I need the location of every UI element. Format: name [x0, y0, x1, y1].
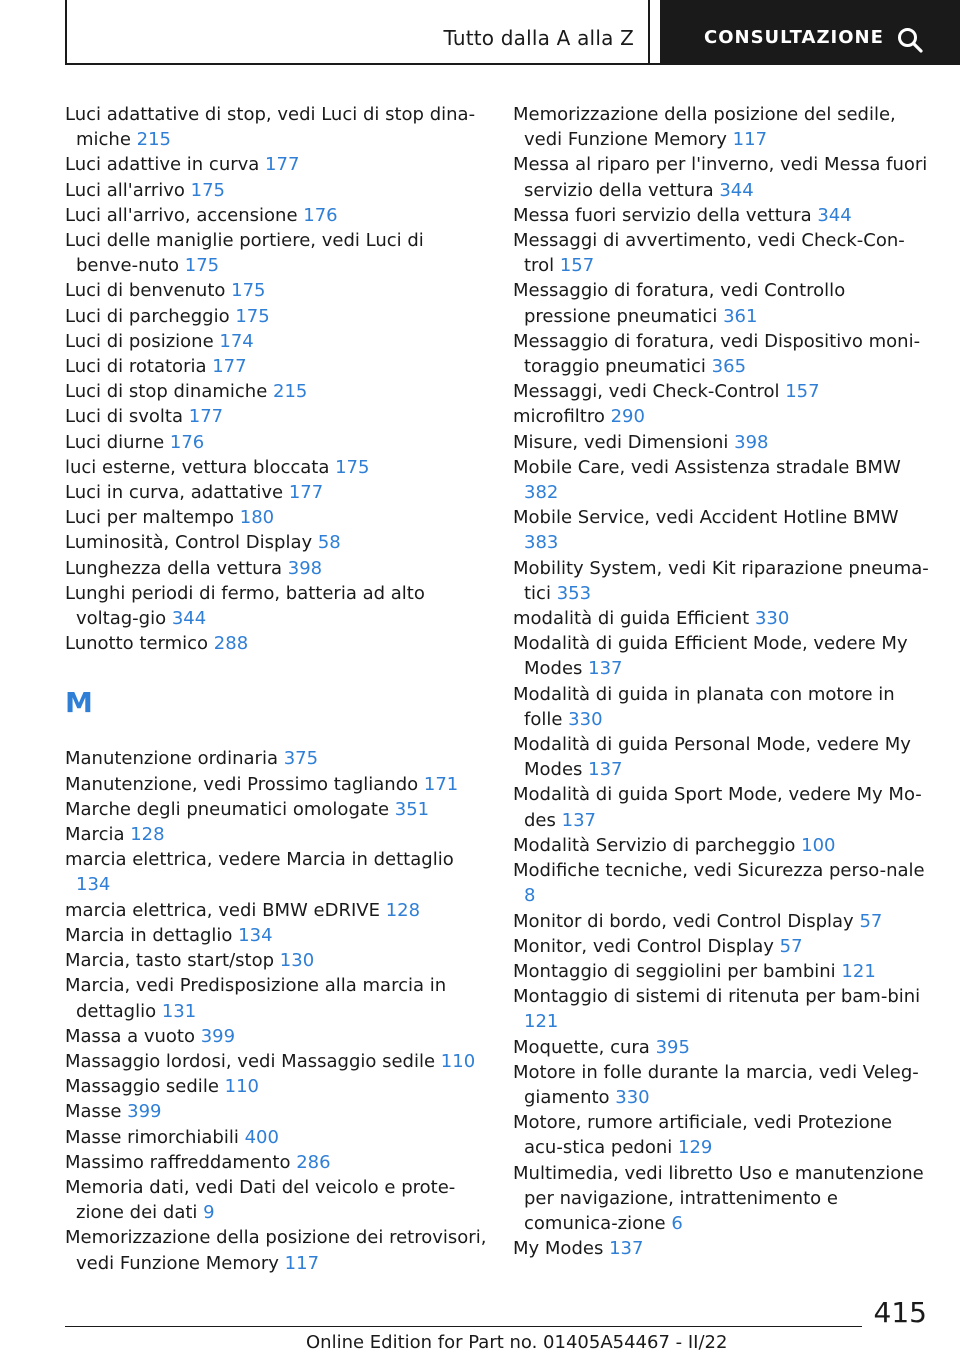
index-entry-text: My Modes: [513, 1238, 604, 1260]
index-entry: [513, 329, 933, 379]
index-entry: [65, 505, 490, 530]
index-entry: [65, 631, 490, 656]
index-page-link[interactable]: 175: [235, 305, 270, 327]
index-entry-text: Messaggi, vedi Check-Control: [513, 381, 780, 403]
index-page-link[interactable]: 175: [335, 456, 370, 478]
index-page-link[interactable]: 177: [288, 482, 324, 504]
index-entry: [65, 354, 490, 379]
index-page-link[interactable]: 375: [283, 748, 319, 770]
index-entry-text: Motore, rumore artificiale, vedi Protezione acu-stica pedoni: [513, 1112, 893, 1159]
index-entry-text: Modalità di guida Sport Mode, vedere My Mo-des: [513, 784, 922, 831]
index-list-m-continued: [513, 102, 933, 1261]
index-entry-text: Massaggio sedile: [65, 1076, 219, 1098]
index-entry: [513, 379, 933, 404]
index-entry-text: Luci diurne: [65, 431, 165, 453]
index-entry: [513, 404, 933, 429]
index-entry-text: Luci all'arrivo, accensione: [65, 204, 298, 226]
index-entry: [513, 228, 933, 278]
header-chapter-tab[interactable]: [660, 0, 960, 64]
index-entry-text: Luci di svolta: [65, 406, 184, 428]
index-entry-text: Messaggio di foratura, vedi Controllo pressione pneumatici: [513, 280, 846, 327]
index-entry-text: Marcia, vedi Predisposizione alla marcia in dettaglio: [65, 975, 447, 1022]
index-entry: [65, 581, 490, 631]
index-entry: [513, 278, 933, 328]
index-entry: [65, 278, 490, 303]
index-page-link[interactable]: 137: [588, 759, 623, 781]
index-page-link[interactable]: 398: [734, 431, 769, 453]
index-page-link[interactable]: 8: [524, 885, 536, 907]
index-entry-text: marcia elettrica, vedere Marcia in dettaglio: [65, 849, 454, 871]
index-page-link[interactable]: 399: [127, 1101, 162, 1123]
index-page-link[interactable]: 177: [188, 406, 224, 428]
index-page-link[interactable]: 330: [754, 608, 790, 630]
index-entry: [65, 430, 490, 455]
edition-note: Online Edition for Part no. 01405A54467 - II/22: [306, 1332, 728, 1353]
index-entry-text: Massimo raffreddamento: [65, 1151, 291, 1173]
index-entry: [65, 772, 490, 797]
index-entry-text: Massaggio lordosi, vedi Massaggio sedile: [65, 1050, 436, 1072]
index-page-link[interactable]: 286: [296, 1151, 331, 1173]
index-entry: [65, 973, 490, 1023]
index-entry-text: Luminosità, Control Display: [65, 532, 313, 554]
index-entry-text: luci esterne, vettura bloccata: [65, 456, 330, 478]
index-list-l: [65, 102, 490, 656]
index-entry: [65, 1150, 490, 1175]
index-entry-text: Messa al riparo per l'inverno, vedi Messa fuori servizio della vettura: [513, 154, 928, 201]
index-entry-text: microfiltro: [513, 406, 605, 428]
index-page-link[interactable]: 134: [76, 874, 111, 896]
index-entry: [513, 682, 933, 732]
index-entry: [513, 1161, 933, 1237]
header-section-tab: [65, 0, 650, 64]
index-entry: [513, 858, 933, 908]
index-page-link[interactable]: 180: [239, 507, 275, 529]
index-page-link[interactable]: 58: [317, 532, 341, 554]
index-entry: [65, 556, 490, 581]
index-entry: [65, 304, 490, 329]
index-entry: [65, 822, 490, 847]
index-page-link[interactable]: 121: [524, 1011, 559, 1033]
index-page-link[interactable]: 176: [303, 204, 338, 226]
index-entry: [65, 530, 490, 555]
index-entry-text: Masse: [65, 1101, 122, 1123]
index-entry: [65, 102, 490, 152]
index-page-link[interactable]: 344: [817, 204, 852, 226]
index-entry-text: Lunghi periodi di fermo, batteria ad alto voltag-gio: [65, 582, 425, 630]
index-entry: [513, 1236, 933, 1261]
index-page-link[interactable]: 110: [224, 1076, 259, 1098]
index-page-link[interactable]: 330: [568, 708, 603, 730]
index-entry-text: Manutenzione ordinaria: [65, 748, 278, 770]
index-entry-text: Montaggio di sistemi di ritenuta per bam-bini: [513, 986, 921, 1008]
index-page-link[interactable]: 131: [161, 1000, 197, 1022]
index-entry-text: Modalità Servizio di parcheggio: [513, 834, 796, 856]
index-entry-text: Multimedia, vedi libretto Uso e manutenzione per navigazione, intrattenimento e comunica-zione: [513, 1162, 924, 1234]
index-page-link[interactable]: 57: [779, 935, 803, 957]
index-list-m: [65, 746, 490, 1275]
chapter-label: CONSULTAZIONE: [704, 27, 884, 48]
index-page-link[interactable]: 121: [841, 960, 876, 982]
index-entry: [513, 909, 933, 934]
index-entry: [65, 379, 490, 404]
index-entry-text: Luci di stop dinamiche: [65, 381, 268, 403]
index-page-link[interactable]: 157: [559, 255, 595, 277]
index-page-link[interactable]: 128: [385, 899, 421, 921]
index-page-link[interactable]: 9: [203, 1202, 215, 1224]
index-page-link[interactable]: 177: [265, 154, 300, 176]
index-entry-text: Moquette, cura: [513, 1036, 650, 1058]
index-page-link[interactable]: 134: [238, 924, 273, 946]
index-entry: [65, 948, 490, 973]
index-entry-text: Luci delle maniglie portiere, vedi Luci di benve-nuto: [65, 230, 424, 277]
index-entry: [513, 959, 933, 984]
index-entry-text: Marcia in dettaglio: [65, 924, 233, 946]
index-entry: [65, 404, 490, 429]
section-label: Tutto dalla A alla Z: [443, 26, 634, 50]
index-entry: [513, 631, 933, 681]
index-entry: [513, 732, 933, 782]
index-entry-text: Luci di parcheggio: [65, 305, 230, 327]
index-page-link[interactable]: 129: [678, 1137, 713, 1159]
index-entry: [513, 102, 933, 152]
index-entry: [513, 556, 933, 606]
index-page-link[interactable]: 175: [184, 255, 220, 277]
index-entry: [65, 1175, 490, 1225]
index-entry-text: marcia elettrica, vedi BMW eDRIVE: [65, 899, 380, 921]
index-page-link[interactable]: 117: [732, 129, 768, 151]
index-entry: [65, 923, 490, 948]
index-entry-text: Marcia: [65, 824, 125, 846]
index-entry: [65, 480, 490, 505]
index-entry: [513, 934, 933, 959]
index-entry-text: Messa fuori servizio della vettura: [513, 204, 812, 226]
index-entry-text: Modalità di guida in planata con motore in folle: [513, 683, 895, 730]
index-entry: [513, 782, 933, 832]
index-page-link[interactable]: 365: [711, 356, 747, 378]
index-page-link[interactable]: 174: [219, 330, 254, 352]
index-entry: [65, 152, 490, 177]
index-entry-text: Masse rimorchiabili: [65, 1126, 239, 1148]
index-page-link[interactable]: 383: [524, 532, 559, 554]
index-entry-text: Modifiche tecniche, vedi Sicurezza perso-nale: [513, 860, 925, 882]
index-entry-text: Mobile Care, vedi Assistenza stradale BMW: [513, 456, 901, 478]
index-entry: [513, 1060, 933, 1110]
index-entry-text: Luci adattive in curva: [65, 154, 260, 176]
index-entry: [513, 606, 933, 631]
index-entry: [513, 984, 933, 1034]
index-page-link[interactable]: 382: [524, 482, 559, 504]
index-entry-text: Luci all'arrivo: [65, 179, 185, 201]
index-entry: [513, 833, 933, 858]
index-page-link[interactable]: 395: [655, 1036, 690, 1058]
page-number: 415: [873, 1296, 927, 1329]
index-entry: [65, 455, 490, 480]
index-page-link[interactable]: 215: [136, 129, 172, 151]
search-icon[interactable]: [896, 26, 924, 54]
index-page-link[interactable]: 6: [671, 1212, 683, 1234]
index-page-link[interactable]: 344: [171, 608, 207, 630]
footer-rule: [65, 1326, 862, 1327]
index-entry: [65, 178, 490, 203]
index-entry-text: Marcia, tasto start/stop: [65, 950, 275, 972]
index-page-link[interactable]: 57: [859, 910, 883, 932]
index-entry-text: Lunghezza della vettura: [65, 557, 283, 579]
index-entry-text: Montaggio di seggiolini per bambini: [513, 960, 836, 982]
index-entry: [65, 746, 490, 771]
index-entry-text: Memorizzazione della posizione del sedile, vedi Funzione Memory: [513, 104, 896, 151]
index-page-link[interactable]: 361: [723, 305, 758, 327]
index-page-link[interactable]: 400: [244, 1126, 279, 1148]
index-page-link[interactable]: 175: [231, 280, 266, 302]
index-page-link[interactable]: 157: [785, 381, 820, 403]
index-page-link[interactable]: 175: [190, 179, 225, 201]
index-page-link[interactable]: 330: [615, 1086, 650, 1108]
index-page-link[interactable]: 128: [130, 824, 165, 846]
header-rule: [65, 63, 960, 65]
index-entry-text: Messaggio di foratura, vedi Dispositivo moni-toraggio pneumatici: [513, 330, 921, 378]
index-entry: [513, 430, 933, 455]
index-entry-text: modalità di guida Efficient: [513, 608, 750, 630]
index-entry-text: Memorizzazione della posizione dei retrovisori, vedi Funzione Memory: [65, 1227, 487, 1274]
index-page-link[interactable]: 344: [719, 179, 754, 201]
index-entry-text: Massa a vuoto: [65, 1025, 195, 1047]
index-entry: [65, 203, 490, 228]
index-page-link[interactable]: 288: [213, 633, 249, 655]
index-entry-text: Messaggi di avvertimento, vedi Check-Con-trol: [513, 230, 905, 277]
index-column-right: [513, 102, 933, 1261]
index-entry-text: Modalità di guida Efficient Mode, vedere My Modes: [513, 633, 908, 680]
index-page-link[interactable]: 130: [279, 950, 315, 972]
index-page-link[interactable]: 117: [284, 1252, 320, 1274]
index-page-link[interactable]: 398: [287, 557, 323, 579]
index-entry-text: Luci per maltempo: [65, 507, 235, 529]
index-page-link[interactable]: 110: [440, 1050, 476, 1072]
index-entry-text: Mobile Service, vedi Accident Hotline BMW: [513, 507, 899, 529]
index-entry-text: Marche degli pneumatici omologate: [65, 798, 390, 820]
index-entry: [65, 1225, 490, 1275]
index-entry-text: Motore in folle durante la marcia, vedi Veleg-giamento: [513, 1061, 919, 1108]
index-entry: [65, 1099, 490, 1124]
index-page-link[interactable]: 215: [273, 381, 308, 403]
index-column-left: [65, 102, 490, 1276]
index-page-link[interactable]: 290: [610, 406, 645, 428]
index-page-link[interactable]: 353: [556, 582, 592, 604]
index-entry-text: Luci in curva, adattative: [65, 482, 284, 504]
index-entry-text: Luci di benvenuto: [65, 280, 226, 302]
index-entry-text: Misure, vedi Dimensioni: [513, 431, 729, 453]
index-entry-text: Monitor di bordo, vedi Control Display: [513, 910, 854, 932]
index-entry: [65, 1125, 490, 1150]
index-entry: [513, 1110, 933, 1160]
index-page-link[interactable]: 137: [609, 1238, 644, 1260]
index-entry-text: Modalità di guida Personal Mode, vedere My Modes: [513, 734, 911, 781]
index-entry: [65, 1074, 490, 1099]
index-entry: [65, 847, 490, 897]
index-entry: [65, 1024, 490, 1049]
index-entry: [513, 152, 933, 202]
section-letter-m: M: [65, 686, 93, 720]
index-entry-text: Manutenzione, vedi Prossimo tagliando: [65, 773, 419, 795]
index-page-link[interactable]: 100: [801, 834, 836, 856]
index-page-link[interactable]: 171: [423, 773, 459, 795]
index-entry-text: Mobility System, vedi Kit riparazione pneuma-tici: [513, 557, 929, 604]
index-entry: [65, 329, 490, 354]
index-entry-text: Luci di posizione: [65, 330, 214, 352]
index-entry: [513, 203, 933, 228]
index-entry-text: Lunotto termico: [65, 633, 209, 655]
index-entry-text: Luci di rotatoria: [65, 356, 207, 378]
index-entry: [65, 228, 490, 278]
index-entry-text: Monitor, vedi Control Display: [513, 935, 774, 957]
index-entry-text: Luci adattative di stop, vedi Luci di stop dina-miche: [65, 104, 476, 151]
index-page-link[interactable]: 137: [588, 658, 623, 680]
index-entry-text: Memoria dati, vedi Dati del veicolo e prote-zione dei dati: [65, 1176, 456, 1224]
index-entry: [65, 1049, 490, 1074]
index-page-link[interactable]: 177: [212, 356, 247, 378]
index-entry: [65, 898, 490, 923]
index-page-link[interactable]: 137: [561, 809, 596, 831]
index-entry: [513, 455, 933, 505]
index-entry: [65, 797, 490, 822]
index-page-link[interactable]: 399: [200, 1025, 236, 1047]
index-entry: [513, 505, 933, 555]
index-entry: [513, 1035, 933, 1060]
index-page-link[interactable]: 176: [169, 431, 205, 453]
index-page-link[interactable]: 351: [394, 798, 430, 820]
